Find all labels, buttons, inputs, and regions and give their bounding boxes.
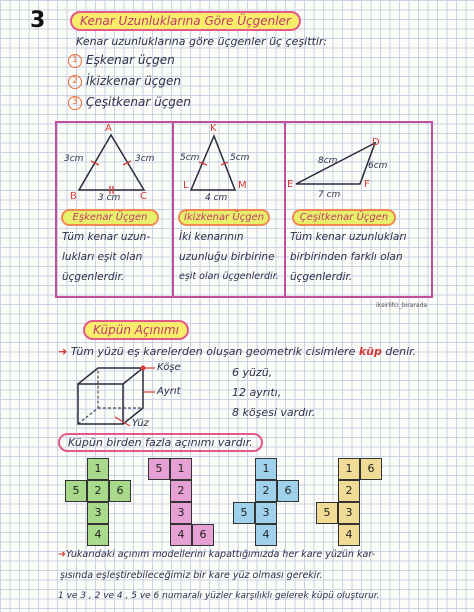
vertex-label: K: [210, 123, 217, 134]
net-face: 5: [316, 502, 338, 524]
cube-fact-vertices: 8 köşesi vardır.: [232, 406, 316, 419]
definition-keyword: küp: [358, 345, 382, 358]
definition-text: denir.: [381, 345, 417, 358]
list-item-2: [68, 74, 181, 89]
net-face: 5: [148, 458, 170, 480]
note-text: Yukarıdaki açınım modellerini kapattığımızda her kare yüzün kar-: [65, 549, 376, 560]
net-face: 2: [170, 480, 192, 502]
net-face: 2: [338, 480, 360, 502]
description-line: Tüm kenar uzunlukları: [290, 231, 407, 243]
cube-label-face: Yüz: [132, 418, 149, 429]
page-number: 3: [30, 8, 46, 33]
list-item-label: Eşkenar üçgen: [86, 53, 175, 67]
description-line: birbirinden farklı olan: [290, 251, 403, 263]
net-face: 3: [255, 502, 277, 524]
vertex-label: B: [70, 191, 77, 202]
type-pill-scalene: Çeşitkenar Üçgen: [292, 209, 396, 226]
number-circle-icon: 3: [68, 96, 82, 110]
cube-label-edge: Ayrıt: [157, 386, 181, 397]
net-face: 5: [65, 480, 87, 502]
description-line: İki kenarının: [179, 231, 244, 243]
net-face: 4: [338, 524, 360, 546]
vertex-label: E: [287, 179, 294, 190]
description-isosceles: [179, 227, 283, 287]
side-label: 6cm: [368, 161, 388, 171]
cube-fact-edges: 12 ayrıtı,: [232, 386, 282, 399]
net-face: 3: [338, 502, 360, 524]
cube-label-corner: Köşe: [157, 362, 181, 373]
description-scalene: [290, 227, 430, 287]
net-face: 5: [233, 502, 255, 524]
number-circle-icon: 1: [68, 54, 82, 68]
net-face: 4: [170, 524, 192, 546]
vertex-label: A: [105, 123, 112, 134]
net-face: 6: [277, 480, 299, 502]
vertex-label: F: [364, 179, 370, 190]
net-face: 2: [87, 480, 109, 502]
net-face: 3: [170, 502, 192, 524]
arrow-icon: ➜: [58, 549, 66, 560]
description-line: eşit olan üçgenlerdir.: [179, 271, 279, 282]
side-label: 4 cm: [205, 193, 228, 203]
description-equilateral: [62, 227, 170, 287]
side-label: 3 cm: [98, 193, 121, 203]
net-face: 3: [87, 502, 109, 524]
cube-net-1: [65, 458, 131, 546]
side-label: 7 cm: [318, 190, 341, 200]
cube-net-2: [148, 458, 214, 546]
list-item-label: Çeşitkenar üçgen: [86, 95, 191, 109]
net-face: 1: [338, 458, 360, 480]
description-line: lukları eşit olan: [62, 251, 143, 263]
description-line: uzunluğu birbirine: [179, 251, 275, 263]
nets-title: Küpün birden fazla açınımı vardır.: [58, 433, 263, 452]
section2-title: Küpün Açınımı: [83, 320, 189, 340]
side-label: 8cm: [318, 156, 338, 166]
side-label: 5cm: [230, 153, 250, 163]
net-face: 4: [87, 524, 109, 546]
vertex-label: C: [140, 191, 147, 202]
note-line-3: 1 ve 3 , 2 ve 4 , 5 ve 6 numaralı yüzler karşılıklı gelerek küpü oluşturur.: [58, 591, 380, 601]
net-face: 1: [255, 458, 277, 480]
list-item-1: [68, 53, 175, 68]
side-label: 5cm: [180, 153, 200, 163]
side-label: 3cm: [135, 154, 155, 164]
isosceles-triangle: [191, 136, 235, 190]
net-face: 6: [360, 458, 382, 480]
note-line-1: [58, 549, 466, 560]
net-face: 1: [87, 458, 109, 480]
section1-title: Kenar Uzunluklarına Göre Üçgenler: [70, 11, 301, 31]
net-face: 1: [170, 458, 192, 480]
vertex-label: M: [238, 180, 247, 191]
note-line-2: şısında eşleştirebileceğimiz bir kare yüz olması gerekir.: [60, 570, 323, 581]
type-pill-isosceles: İkizkenar Üçgen: [178, 209, 270, 226]
watermark: iksirlifci_birarada: [376, 302, 428, 309]
cube-fact-faces: 6 yüzü,: [232, 366, 273, 379]
vertex-label: L: [183, 180, 189, 191]
corner-dot-icon: [141, 366, 146, 371]
net-face: 2: [255, 480, 277, 502]
cube-net-4: [316, 458, 382, 546]
type-pill-equilateral: Eşkenar Üçgen: [61, 209, 159, 226]
description-line: Tüm kenar uzun-: [62, 231, 151, 243]
net-face: 4: [255, 524, 277, 546]
net-face: 6: [192, 524, 214, 546]
number-circle-icon: 2: [68, 75, 82, 89]
cube-net-3: [233, 458, 299, 546]
section1-intro: Kenar uzunluklarına göre üçgenler üç çeşittir:: [76, 35, 328, 48]
definition-text: Tüm yüzü eş karelerden oluşan geometrik cisimlere: [70, 345, 359, 358]
arrow-icon: ➜: [58, 345, 68, 358]
cube-definition: [58, 345, 458, 358]
list-item-3: [68, 95, 191, 110]
net-face: 6: [109, 480, 131, 502]
description-line: üçgenlerdir.: [290, 271, 353, 283]
vertex-label: D: [372, 137, 380, 148]
list-item-label: İkizkenar üçgen: [86, 74, 181, 88]
description-line: üçgenlerdir.: [62, 271, 125, 283]
side-label: 3cm: [64, 154, 84, 164]
